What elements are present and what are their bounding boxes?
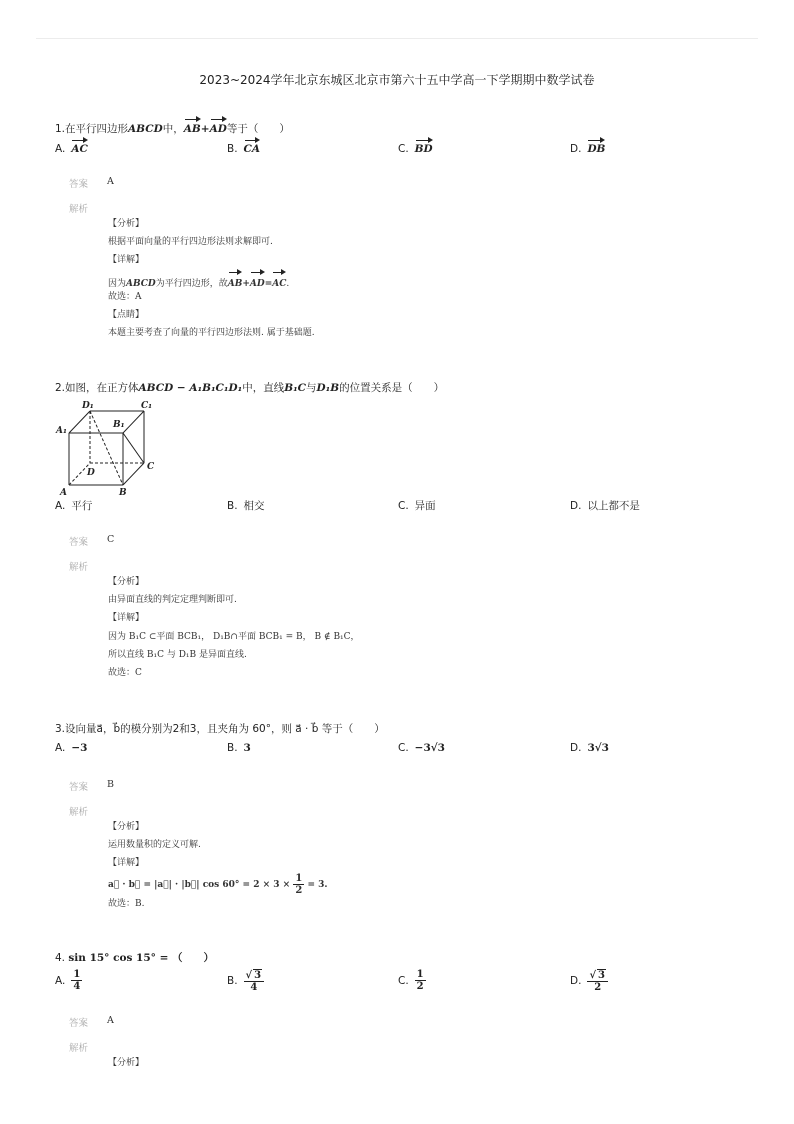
vector-ad: AD	[210, 117, 227, 136]
option-a[interactable]: A. −3	[55, 742, 88, 754]
option-b[interactable]: B. 相交	[227, 500, 265, 512]
option-a[interactable]: A. AC	[55, 138, 88, 155]
edge-bc	[123, 463, 144, 485]
analysis-label: 解析	[69, 1043, 89, 1054]
option-d[interactable]: D. DB	[570, 138, 605, 155]
answer-label: 答案	[69, 179, 89, 190]
label-a1: A₁	[56, 426, 67, 436]
page-title: 2023~2024学年北京东城区北京市第六十五中学高一下学期期中数学试卷	[199, 73, 595, 87]
answer-label: 答案	[69, 1018, 89, 1029]
answer-value: A	[107, 176, 114, 187]
option-a[interactable]: A. 平行	[55, 500, 93, 512]
option-c[interactable]: C. 异面	[398, 500, 436, 512]
option-b[interactable]: B. CA	[227, 138, 260, 155]
option-d[interactable]: D. 3√3	[570, 742, 609, 754]
top-rule	[36, 38, 758, 39]
analysis-label: 解析	[69, 807, 89, 818]
answer-value: C	[107, 534, 115, 545]
question-2-options	[55, 498, 755, 518]
label-c: C	[147, 462, 155, 472]
vector-ab: AB	[184, 117, 201, 136]
analysis-body: 【分析】 运用数量积的定义可解. 【详解】 a⃗ · b⃗ = |a⃗| · |b⃗| cos 60° = 2 × 3 × $\frac{1}{2}$ = 3. 故选：B.	[108, 822, 328, 909]
analysis-label: 解析	[69, 204, 89, 215]
label-c1: C₁	[141, 401, 153, 411]
option-b[interactable]: B. 3	[227, 742, 251, 754]
question-4	[55, 951, 755, 1068]
question-3-stem: 3.设向量a⃗，b⃗的模分别为2和3，且夹角为 60°，则 a⃗ · b⃗ 等于（ ）	[55, 723, 385, 735]
label-a: A	[60, 488, 67, 497]
option-c[interactable]: C. $\frac{1}{2}$	[398, 969, 424, 992]
question-1	[55, 117, 755, 339]
option-d[interactable]: D. $\frac{√ 3}{2}$	[570, 969, 608, 993]
label-b: B	[119, 488, 127, 497]
fraction-one-half: $\frac{1}{2}$	[295, 872, 303, 896]
cube-figure	[55, 397, 165, 497]
question-2	[55, 381, 755, 678]
edge-a1d1	[69, 411, 90, 433]
option-b[interactable]: B. $\frac{√ 3}{4}$	[227, 969, 264, 993]
segment-b1c	[123, 433, 144, 463]
question-4-stem: 4. sin 15° cos 15° = （ ）	[55, 952, 215, 964]
question-4-options	[55, 969, 755, 999]
question-2-stem: 2.如图，在正方体ABCD − A₁B₁C₁D₁中，直线B₁C与D₁B的位置关系是（ ）	[55, 382, 445, 394]
option-c[interactable]: C. −3√3	[398, 742, 445, 754]
option-c[interactable]: C. BD	[398, 138, 433, 155]
question-1-stem: 1.在平行四边形ABCD中，AB+AD等于（ ）	[55, 117, 755, 136]
edge-b1c1	[123, 411, 144, 433]
question-3-options	[55, 742, 755, 762]
analysis-body: 【分析】 根据平面向量的平行四边形法则求解即可. 【详解】 因为ABCD为平行四边形，故AB+AD=AC. 故选：A 【点睛】 本题主要考查了向量的平行四边形法则. 属于基础题.	[108, 219, 315, 339]
label-d: D	[87, 468, 95, 478]
analysis-body: 【分析】 由异面直线的判定定理判断即可. 【详解】 因为 B₁C ⊂平面 BCB₁， D₁B∩平面 BCB₁ = B， B ∉ B₁C， 所以直线 B₁C 与 D₁B 是异面直线. 故选：C	[108, 577, 360, 678]
question-3	[55, 722, 755, 909]
answer-value: A	[107, 1015, 114, 1026]
analysis-label: 解析	[69, 562, 89, 573]
label-b1: B₁	[113, 420, 125, 430]
analysis-body: 【分析】	[108, 1058, 145, 1068]
option-d[interactable]: D. 以上都不是	[570, 500, 640, 512]
answer-label: 答案	[69, 537, 89, 548]
option-a[interactable]: A. $\frac{1}{4}$	[55, 969, 81, 992]
answer-value: B	[107, 779, 114, 790]
answer-label: 答案	[69, 782, 89, 793]
label-d1: D₁	[82, 401, 94, 411]
question-1-options	[55, 138, 755, 158]
